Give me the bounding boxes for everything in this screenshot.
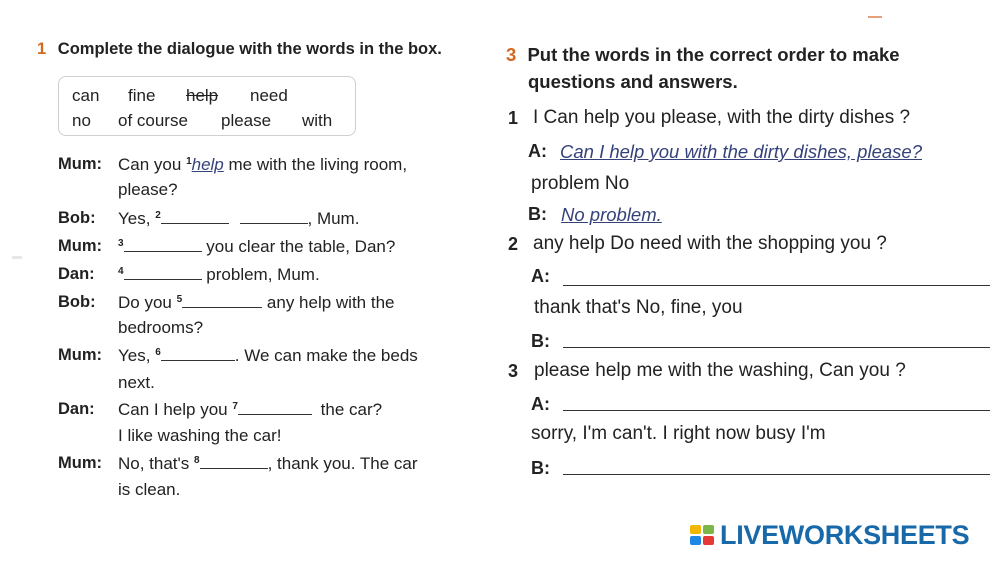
speaker-mum: Mum:: [58, 346, 102, 364]
gap-number: 7: [232, 401, 238, 412]
question-1-b-answer: No problem.: [561, 204, 662, 225]
dialogue-line-6: [118, 346, 418, 366]
question-1-b-words: problem No: [531, 173, 630, 194]
gap-7-blank[interactable]: [238, 400, 312, 415]
logo-square-4: [703, 536, 714, 545]
dialogue-line-7: [118, 400, 382, 420]
word-can: can: [72, 86, 100, 105]
gap-5-blank[interactable]: [182, 293, 262, 308]
word-no: no: [72, 111, 91, 130]
gap-2-blank-b[interactable]: [240, 209, 308, 224]
logo-square-2: [703, 525, 714, 534]
line-text: , thank you. The car: [267, 454, 418, 473]
question-2-words: any help Do need with the shopping you ?: [533, 233, 887, 254]
line-text: . We can make the beds: [234, 346, 418, 365]
line-text: No, that's: [118, 454, 190, 473]
question-3-b-label: B:: [531, 458, 550, 478]
speaker-mum: Mum:: [58, 155, 102, 173]
word-with: with: [302, 111, 333, 130]
line-text: the car?: [320, 400, 383, 419]
speaker-bob: Bob:: [58, 209, 96, 227]
question-1-words: I Can help you please, with the dirty dishes ?: [533, 107, 911, 128]
word-fine: fine: [128, 86, 156, 105]
dialogue-line-1b: please?: [118, 180, 178, 199]
gap-number: 6: [155, 347, 161, 358]
gap-number: 5: [176, 294, 183, 305]
gap-number: 8: [194, 455, 200, 466]
exercise-1-title: [37, 40, 442, 59]
liveworksheets-logo-icon: [690, 525, 716, 547]
dialogue-line-3: [118, 237, 395, 257]
logo-square-1: [690, 525, 701, 534]
question-2-b-label: B:: [531, 331, 550, 351]
line-text: Yes,: [118, 346, 151, 365]
dialogue-line-5b: bedrooms?: [118, 318, 204, 337]
dialogue-line-8b: is clean.: [118, 480, 181, 499]
speaker-bob: Bob:: [58, 293, 96, 311]
question-3-number: 3: [508, 361, 519, 381]
word-help-crossed: help: [186, 86, 219, 105]
question-1-b-label: B:: [528, 204, 547, 224]
liveworksheets-logo: LIVEWORKSHEETS: [720, 520, 970, 550]
dialogue-line-1: [118, 155, 407, 175]
line-text: Can you: [118, 155, 182, 174]
question-2-b-answer-line[interactable]: [563, 347, 990, 348]
exercise-3-title: [506, 44, 900, 66]
exercise-3-heading-2: questions and answers.: [528, 71, 738, 92]
word-please: please: [221, 111, 272, 130]
question-2-a-label: A:: [531, 266, 550, 286]
question-2-a-answer-line[interactable]: [563, 285, 990, 286]
gap-4-blank[interactable]: [124, 265, 202, 280]
exercise-3-heading-1: Put the words in the correct order to make: [527, 44, 900, 65]
line-text: Can I help you: [118, 400, 228, 419]
line-text: you clear the table, Dan?: [206, 237, 396, 256]
decorative-dash: [868, 16, 882, 18]
speaker-mum: Mum:: [58, 237, 102, 255]
dialogue-line-7b: I like washing the car!: [118, 426, 282, 445]
speaker-dan: Dan:: [58, 265, 95, 283]
word-need: need: [250, 86, 288, 105]
line-text: Do you: [118, 293, 172, 312]
dialogue-line-5: [118, 293, 395, 313]
gap-1-answer: help: [191, 155, 224, 174]
speaker-mum: Mum:: [58, 454, 102, 472]
dialogue-line-4: [118, 265, 320, 285]
logo-square-3: [690, 536, 701, 545]
speaker-dan: Dan:: [58, 400, 95, 418]
gap-number: 3: [118, 238, 124, 249]
gap-number: 2: [155, 210, 161, 221]
question-3-b-answer-line[interactable]: [563, 474, 990, 475]
gap-2-blank[interactable]: [161, 209, 229, 224]
question-1-a-label: A:: [528, 141, 547, 161]
gap-8-blank[interactable]: [200, 454, 268, 469]
exercise-1-number: 1: [37, 40, 47, 58]
question-3-a-answer-line[interactable]: [563, 410, 990, 411]
line-text: problem, Mum.: [206, 265, 320, 284]
question-3-a-label: A:: [531, 394, 550, 414]
question-3-words: please help me with the washing, Can you ?: [534, 360, 906, 381]
question-2-b-words: thank that's No, fine, you: [534, 297, 743, 318]
word-of-course: of course: [118, 111, 188, 130]
dialogue-line-6b: next.: [118, 373, 155, 392]
dialogue-line-2: [118, 209, 359, 229]
dialogue-line-8: [118, 454, 418, 474]
line-text: any help with the: [266, 293, 395, 312]
question-1-a-answer: Can I help you with the dirty dishes, please?: [560, 141, 922, 162]
question-1-number: 1: [508, 108, 519, 128]
line-text: me with the living room,: [228, 155, 408, 174]
question-2-number: 2: [508, 234, 519, 254]
gap-number: 4: [118, 266, 124, 277]
exercise-1-heading: Complete the dialogue with the words in the box.: [57, 40, 442, 58]
gap-number: 1: [186, 156, 192, 167]
line-text: , Mum.: [307, 209, 360, 228]
decorative-mark: [12, 256, 22, 259]
exercise-3-number: 3: [506, 44, 517, 65]
gap-6-blank[interactable]: [161, 346, 235, 361]
line-text: Yes,: [118, 209, 151, 228]
gap-3-blank[interactable]: [124, 237, 202, 252]
question-3-b-words: sorry, I'm can't. I right now busy I'm: [531, 423, 826, 444]
